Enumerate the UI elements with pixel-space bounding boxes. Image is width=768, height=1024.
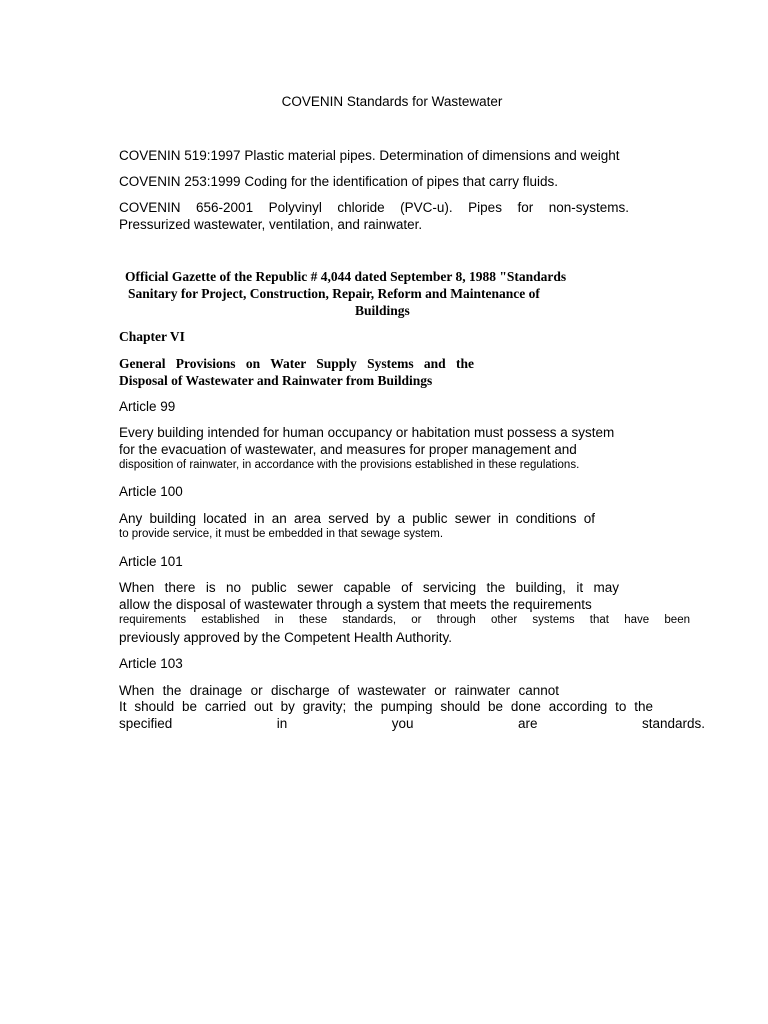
article-100-line1: Any building located in an area served by a public sewer in conditions of (119, 511, 595, 526)
article-103-line3: specified in you are standards. (119, 716, 705, 731)
gazette-line2: Sanitary for Project, Construction, Repair, Reform and Maintenance of (128, 286, 540, 301)
standard-656-line1: COVENIN 656-2001 Polyvinyl chloride (PVC-u). Pipes for non-systems. (119, 200, 629, 215)
article-99-line1: Every building intended for human occupancy or habitation must possess a system (119, 425, 615, 440)
article-99-line2: for the evacuation of wastewater, and measures for proper management and (119, 442, 577, 457)
document-title: COVENIN Standards for Wastewater (281, 94, 503, 109)
general-provisions-line1: General Provisions on Water Supply Systems and the (119, 356, 474, 371)
gazette-line3: Buildings (355, 303, 410, 318)
article-101-heading: Article 101 (119, 554, 183, 569)
general-provisions-line2: Disposal of Wastewater and Rainwater from Buildings (119, 373, 433, 388)
standard-253: COVENIN 253:1999 Coding for the identification of pipes that carry fluids. (119, 174, 558, 189)
article-103-line2: It should be carried out by gravity; the pumping should be done according to the (119, 699, 653, 714)
article-103-line1: When the drainage or discharge of wastewater or rainwater cannot (119, 683, 559, 698)
article-103-heading: Article 103 (119, 656, 183, 671)
article-101-line3: requirements established in these standards, or through other systems that have been (119, 614, 690, 626)
gazette-line1: Official Gazette of the Republic # 4,044 dated September 8, 1988 "Standards (125, 269, 567, 284)
standard-519: COVENIN 519:1997 Plastic material pipes. Determination of dimensions and weight (119, 148, 620, 163)
chapter-heading: Chapter VI (119, 329, 185, 344)
article-99-heading: Article 99 (119, 399, 176, 414)
article-101-line2: allow the disposal of wastewater through a system that meets the requirements (119, 597, 592, 612)
article-101-line4: previously approved by the Competent Health Authority. (119, 630, 452, 645)
standard-656-line2: Pressurized wastewater, ventilation, and rainwater. (119, 217, 423, 232)
article-101-line1: When there is no public sewer capable of servicing the building, it may (119, 580, 619, 595)
article-100-heading: Article 100 (119, 484, 183, 499)
article-99-line3: disposition of rainwater, in accordance with the provisions established in these regulations. (119, 459, 580, 471)
article-100-line2: to provide service, it must be embedded in that sewage system. (119, 528, 444, 540)
